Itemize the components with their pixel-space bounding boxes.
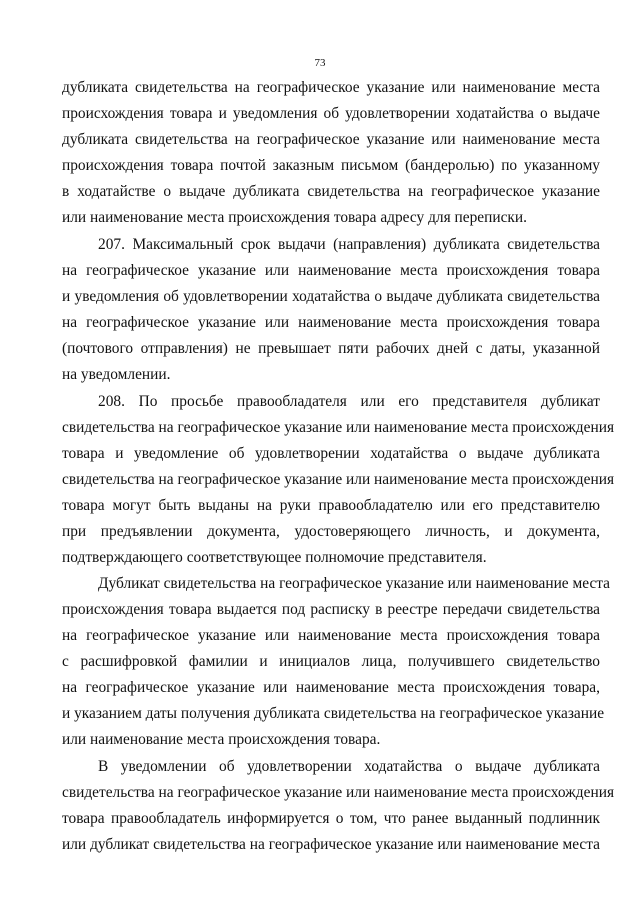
text-line: подтверждающего соответствующее полномочие представителя.: [62, 549, 487, 566]
text-line: дубликата свидетельства на географическое указание или наименование места: [62, 79, 600, 96]
text-line: свидетельства на географическое указание или наименование места происхождения: [62, 471, 615, 488]
text-line: происхождения товара выдается под расписку в реестре передачи свидетельства: [62, 601, 600, 618]
text-line: на географическое указание или наименование места происхождения товара: [62, 627, 600, 644]
text-line: и уведомления об удовлетворении ходатайства о выдаче дубликата свидетельства: [62, 288, 600, 305]
text-line: или дубликат свидетельства на географическое указание или наименование места: [62, 836, 600, 853]
text-line: на географическое указание или наименование места происхождения товара: [62, 262, 600, 279]
paragraph-207-first-line: 207. Максимальный срок выдачи (направления) дубликата свидетельства: [98, 236, 600, 253]
text-line: или наименование места происхождения товара.: [62, 731, 381, 748]
page-number: 73: [314, 57, 326, 69]
paragraph-first-line: В уведомлении об удовлетворении ходатайства о выдаче дубликата: [98, 758, 600, 775]
text-line: (почтового отправления) не превышает пяти рабочих дней с даты, указанной: [62, 340, 600, 357]
paragraph-208-first-line: 208. По просьбе правообладателя или его представителя дубликат: [98, 393, 600, 410]
text-line: в ходатайстве о выдаче дубликата свидетельства на географическое указание: [62, 183, 600, 200]
text-line: свидетельства на географическое указание или наименование места происхождения: [62, 784, 615, 801]
text-line: и указанием даты получения дубликата свидетельства на географическое указание: [62, 705, 605, 722]
text-line: дубликата свидетельства на географическое указание или наименование места: [62, 131, 600, 148]
text-line: на уведомлении.: [62, 366, 171, 383]
paragraph-first-line: Дубликат свидетельства на географическое указание или наименование места: [98, 575, 611, 592]
text-line: товара могут быть выданы на руки правообладателю или его представителю: [62, 497, 600, 514]
text-line: на географическое указание или наименование места происхождения товара: [62, 314, 600, 331]
text-line: происхождения товара почтой заказным письмом (бандеролью) по указанному: [62, 157, 600, 174]
text-line: при предъявлении документа, удостоверяющего личность, и документа,: [62, 523, 600, 540]
text-line: товара правообладатель информируется о том, что ранее выданный подлинник: [62, 810, 600, 827]
text-line: или наименование места происхождения товара адресу для переписки.: [62, 209, 527, 226]
text-line: происхождения товара и уведомления об удовлетворении ходатайства о выдаче: [62, 105, 600, 122]
text-line: товара и уведомление об удовлетворении ходатайства о выдаче дубликата: [62, 445, 600, 462]
text-line: свидетельства на географическое указание или наименование места происхождения: [62, 419, 615, 436]
text-line: на географическое указание или наименование места происхождения товара,: [62, 679, 600, 696]
text-line: с расшифровкой фамилии и инициалов лица, получившего свидетельство: [62, 653, 600, 670]
